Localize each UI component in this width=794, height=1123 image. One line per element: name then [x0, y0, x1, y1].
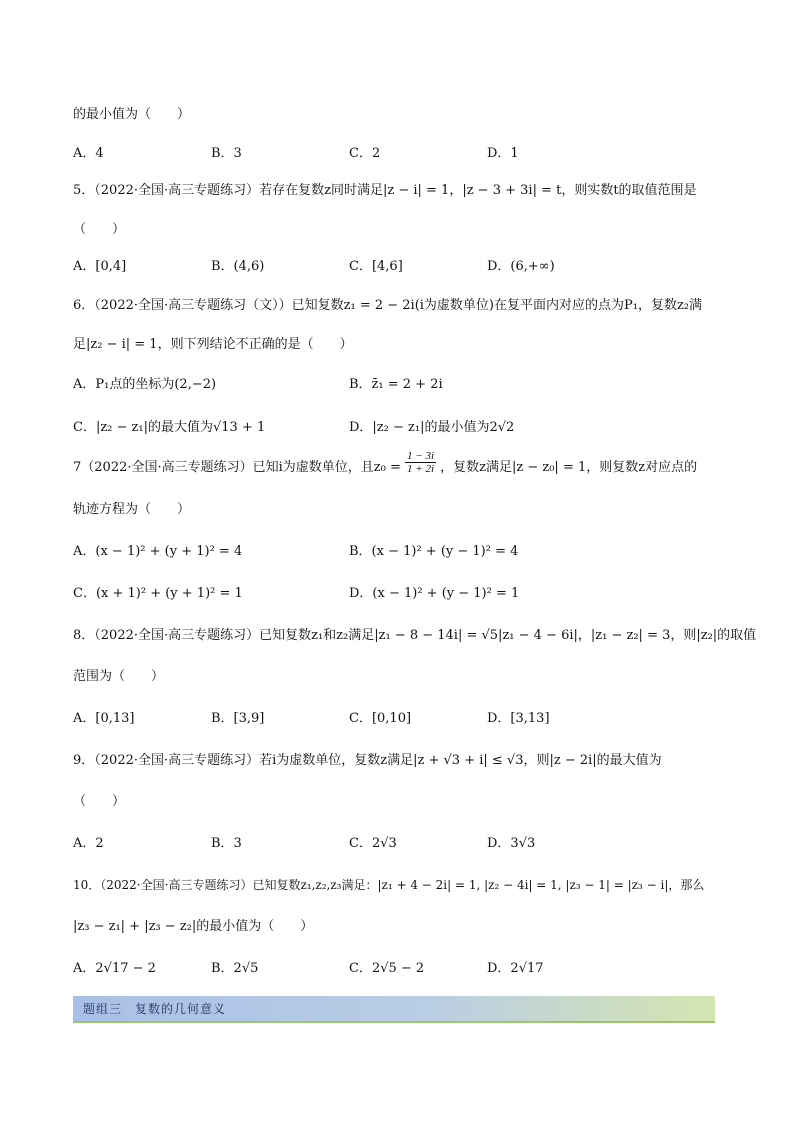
- q7-stem-part2: ，复数z满足|z − z₀| = 1，则复数z对应点的: [440, 460, 698, 475]
- q6-option-c: C．|z₂ − z₁|的最大值为√13 + 1: [73, 420, 266, 435]
- q4-option-c: C．2: [349, 146, 381, 161]
- q9-option-c: C．2√3: [349, 836, 397, 851]
- q6-stem-line1: 6．（2022·全国·高三专题练习（文））已知复数z₁ = 2 − 2i(i为虚数单位)在复平面内对应的点为P₁，复数z₂满: [73, 298, 703, 313]
- q5-stem-line1: 5．（2022·全国·高三专题练习）若存在复数z同时满足|z − i| = 1，|z − 3 + 3i| = t，则实数t的取值范围是: [73, 183, 697, 198]
- section-header-bar: [73, 996, 715, 1023]
- q8-stem-line2: 范围为（ ）: [73, 669, 165, 684]
- section-title: 题组三 复数的几何意义: [83, 1002, 227, 1016]
- q9-option-b: B．3: [211, 836, 242, 851]
- q9-option-d: D．3√3: [487, 836, 536, 851]
- q8-option-c: C．[0,10]: [349, 711, 412, 726]
- q7-stem-part1: 7（2022·全国·高三专题练习）已知i为虚数单位，且z₀ =: [73, 460, 401, 475]
- q9-stem-line1: 9．（2022·全国·高三专题练习）若i为虚数单位，复数z满足|z + √3 + i| ≤ √3，则|z − 2i|的最大值为: [73, 753, 662, 768]
- q7-fraction-numerator: 1 − 3i: [407, 450, 434, 462]
- q5-option-d: D．(6,+∞): [487, 259, 555, 274]
- q5-stem-line2: （ ）: [73, 222, 126, 237]
- q6-stem-line2: 足|z₂ − i| = 1，则下列结论不正确的是（ ）: [73, 337, 353, 352]
- q10-option-c: C．2√5 − 2: [349, 961, 425, 976]
- q10-stem-line2: |z₃ − z₁| + |z₃ − z₂|的最小值为（ ）: [73, 919, 314, 934]
- q7-fraction: [405, 450, 436, 475]
- q9-stem-line2: （ ）: [73, 794, 126, 809]
- q8-option-a: A．[0,13]: [73, 711, 135, 726]
- q6-option-b: B．z̄₁ = 2 + 2i: [349, 377, 443, 392]
- q10-option-d: D．2√17: [487, 961, 544, 976]
- q8-stem-line1: 8．（2022·全国·高三专题练习）已知复数z₁和z₂满足|z₁ − 8 − 14i| = √5|z₁ − 4 − 6i|，|z₁ − z₂| = 3，则|z₂|的取值: [73, 628, 757, 643]
- q7-option-d: D．(x − 1)² + (y − 1)² = 1: [349, 586, 520, 601]
- q10-option-b: B．2√5: [211, 961, 259, 976]
- q8-option-b: B．[3,9]: [211, 711, 265, 726]
- q9-option-a: A．2: [73, 836, 104, 851]
- q4-option-d: D．1: [487, 146, 519, 161]
- q7-option-b: B．(x − 1)² + (y − 1)² = 4: [349, 544, 519, 559]
- q7-stem-line1: [73, 450, 698, 476]
- q7-fraction-denominator: 1 + 2i: [407, 463, 434, 475]
- q7-option-c: C．(x + 1)² + (y + 1)² = 1: [73, 586, 243, 601]
- q7-option-a: A．(x − 1)² + (y + 1)² = 4: [73, 544, 243, 559]
- q5-option-c: C．[4,6]: [349, 259, 403, 274]
- q8-option-d: D．[3,13]: [487, 711, 550, 726]
- q6-option-d: D．|z₂ − z₁|的最小值为2√2: [349, 420, 515, 435]
- q5-option-a: A．[0,4]: [73, 259, 127, 274]
- q10-option-a: A．2√17 − 2: [73, 961, 156, 976]
- q4-option-a: A．4: [73, 146, 104, 161]
- q7-stem-line2: 轨迹方程为（ ）: [73, 502, 191, 517]
- q6-option-a: A．P₁点的坐标为(2,−2): [73, 377, 217, 392]
- q4-stem-tail: 的最小值为（ ）: [73, 107, 191, 122]
- q10-stem-line1: 10．（2022·全国·高三专题练习）已知复数z₁,z₂,z₃满足：|z₁ + 4 − 2i| = 1, |z₂ − 4i| = 1, |z₃ − 1| = |z₃ − i|，那么: [73, 878, 705, 892]
- q5-option-b: B．(4,6): [211, 259, 265, 274]
- q4-option-b: B．3: [211, 146, 242, 161]
